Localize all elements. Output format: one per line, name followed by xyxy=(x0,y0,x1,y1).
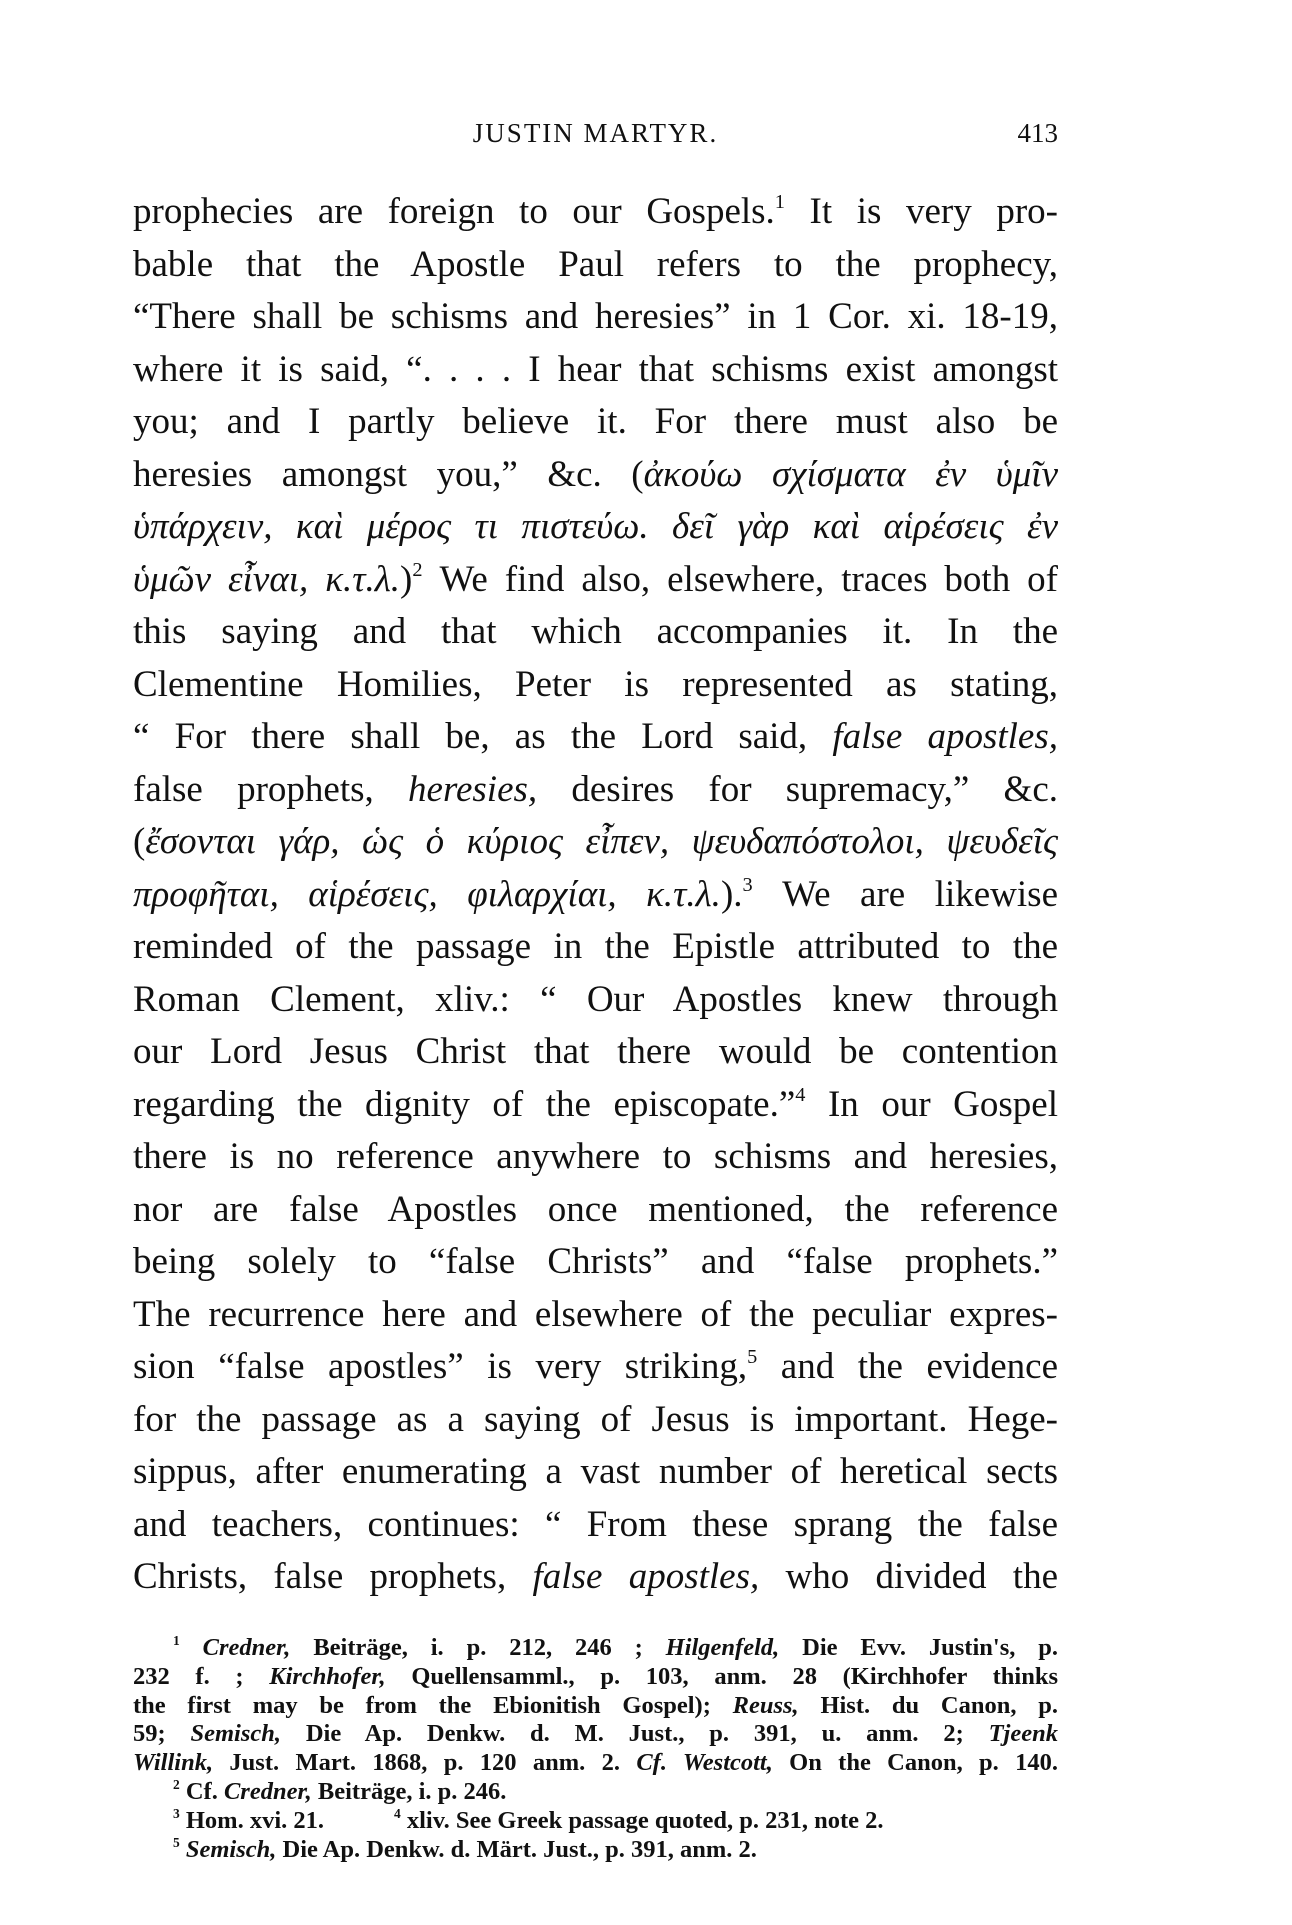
italic-text: ἀκούω σχίσματα ἐν ὑμῖν xyxy=(643,453,1058,495)
text-run: being solely to “false Christs” and “false prophets.” xyxy=(133,1241,1058,1282)
italic-text: Kirchhofer, xyxy=(269,1662,386,1690)
text-run: and the evidence xyxy=(757,1346,1059,1387)
text-line xyxy=(133,764,1058,817)
italic-text: ἔσονται γάρ, ὡς ὁ κύριος εἶπεν, ψευδαπόστολοι, ψευδεῖς xyxy=(145,821,1058,862)
text-run: sion “false apostles” is very striking, xyxy=(133,1346,748,1387)
text-line xyxy=(133,449,1058,502)
text-run: ) xyxy=(400,558,413,600)
footnote-marker: 5 xyxy=(747,1345,758,1368)
text-line xyxy=(133,1499,1058,1552)
text-line xyxy=(133,921,1058,974)
text-run: Quellensamml., p. 103, anm. 28 (Kirchhofer thinks xyxy=(385,1662,1058,1690)
italic-text: Credner, xyxy=(223,1777,312,1805)
text-line xyxy=(133,1131,1058,1184)
text-run: bable that the Apostle Paul refers to the prophecy, xyxy=(133,243,1058,285)
text-line xyxy=(133,396,1058,449)
footnote-line xyxy=(133,1749,1058,1778)
text-run: “There shall be schisms and heresies” in 1 Cor. xi. 18-19, xyxy=(133,296,1058,337)
footnotes xyxy=(133,1634,1058,1864)
text-run: sippus, after enumerating a vast number of heretical sects xyxy=(133,1451,1058,1492)
footnote-line xyxy=(133,1807,1058,1836)
text-run: Hom. xvi. 21. xyxy=(179,1806,325,1834)
italic-text: προφῆται, αἱρέσεις, φιλαρχίαι, κ.τ.λ. xyxy=(133,873,721,915)
text-line xyxy=(133,291,1058,344)
text-run: The recurrence here and elsewhere of the peculiar expres- xyxy=(133,1293,1058,1335)
text-line xyxy=(133,711,1058,764)
text-line xyxy=(133,659,1058,712)
text-run: prophecies are foreign to our Gospels. xyxy=(133,191,775,232)
footnote-marker: 3 xyxy=(742,873,753,896)
text-run: this saying and that which accompanies it. In the xyxy=(133,611,1058,652)
text-run: We find also, elsewhere, traces both of xyxy=(422,558,1058,600)
text-run: Hist. du Canon, p. xyxy=(798,1691,1058,1719)
text-run: ( xyxy=(133,821,146,862)
italic-text: heresies, xyxy=(408,768,538,810)
text-line xyxy=(133,1551,1058,1604)
text-run: you; and I partly believe it. For there must also be xyxy=(133,401,1058,442)
text-run: desires for supremacy,” &c. xyxy=(537,768,1058,810)
text-line xyxy=(133,869,1058,922)
text-run: xliv. See Greek passage quoted, p. 231, note 2. xyxy=(400,1806,884,1834)
text-line xyxy=(133,1026,1058,1079)
text-run xyxy=(180,1634,203,1661)
footnote-line xyxy=(133,1663,1058,1692)
text-line xyxy=(133,1079,1058,1132)
body-text xyxy=(133,186,1058,1604)
text-run: Just. Mart. 1868, p. 120 anm. 2. xyxy=(213,1749,637,1777)
footnote-line xyxy=(133,1720,1058,1749)
text-line xyxy=(133,1341,1058,1394)
italic-text: false apostles, xyxy=(832,716,1058,757)
text-run: false prophets, xyxy=(133,768,409,810)
italic-text: Willink, xyxy=(133,1749,214,1777)
text-run: Beiträge, i. p. 246. xyxy=(311,1777,507,1805)
text-run: We are likewise xyxy=(752,873,1058,915)
text-line xyxy=(133,1184,1058,1237)
text-line xyxy=(133,816,1058,869)
text-line xyxy=(133,1394,1058,1447)
text-line xyxy=(133,554,1058,607)
footnote-line xyxy=(133,1836,1058,1865)
text-run: 59; xyxy=(133,1720,191,1748)
footnote-marker: 3 xyxy=(173,1805,180,1821)
text-run: “ For there shall be, as the Lord said, xyxy=(133,716,833,757)
text-run: nor are false Apostles once mentioned, the reference xyxy=(133,1188,1058,1230)
text-run: Roman Clement, xliv.: “ Our Apostles knew through xyxy=(133,978,1058,1020)
italic-text: Tjeenk xyxy=(988,1720,1058,1748)
text-run: where it is said, “. . . . I hear that schisms exist amongst xyxy=(133,348,1058,390)
text-line xyxy=(133,974,1058,1027)
footnote-line xyxy=(133,1634,1058,1663)
text-run: Christs, false prophets, xyxy=(133,1556,533,1597)
running-title: JUSTIN MARTYR. xyxy=(472,118,719,148)
text-run: there is no reference anywhere to schisms and heresies, xyxy=(133,1136,1058,1177)
footnote-line xyxy=(133,1778,1058,1807)
page-number: 413 xyxy=(1017,118,1058,148)
text-run: the first may be from the Ebionitish Gospel); xyxy=(133,1691,733,1719)
italic-text: Semisch, xyxy=(185,1835,277,1863)
italic-text: Hilgenfeld, xyxy=(665,1634,780,1661)
text-run: and teachers, continues: “ From these sprang the false xyxy=(133,1503,1058,1545)
text-run: heresies amongst you,” &c. ( xyxy=(133,453,644,495)
italic-text: ὑπάρχειν, καὶ μέρος τι πιστεύω. δεῖ γὰρ καὶ αἱρέσεις ἐν xyxy=(133,506,1058,547)
text-run: Beiträge, i. p. 212, 246 ; xyxy=(290,1634,666,1661)
text-run: for the passage as a saying of Jesus is important. Hege- xyxy=(133,1398,1058,1440)
text-line xyxy=(133,239,1058,292)
text-run: Cf. xyxy=(179,1777,224,1805)
footnote-marker: 4 xyxy=(795,1083,806,1106)
text-run: reminded of the passage in the Epistle attributed to the xyxy=(133,926,1058,967)
italic-text: Cf. Westcott, xyxy=(636,1749,773,1777)
text-run: Die Evv. Justin's, p. xyxy=(779,1634,1058,1661)
text-run: who divided the xyxy=(759,1556,1059,1597)
running-header xyxy=(133,118,1058,158)
footnote-marker: 1 xyxy=(173,1632,180,1648)
text-run: Clementine Homilies, Peter is represented as stating, xyxy=(133,663,1058,705)
text-line xyxy=(133,1236,1058,1289)
text-run: 232 f. ; xyxy=(133,1662,270,1690)
footnote-marker: 2 xyxy=(173,1776,180,1792)
footnote-marker: 5 xyxy=(173,1834,180,1850)
text-line xyxy=(133,606,1058,659)
footnote-marker: 2 xyxy=(412,558,423,581)
italic-text: Semisch, xyxy=(190,1720,282,1748)
text-run: It is very pro- xyxy=(784,191,1058,232)
text-run: On the Canon, p. 140. xyxy=(772,1749,1058,1777)
italic-text: false apostles, xyxy=(532,1556,760,1597)
text-line xyxy=(133,344,1058,397)
text-line xyxy=(133,1289,1058,1342)
text-line xyxy=(133,186,1058,239)
text-run: ). xyxy=(720,873,743,915)
footnote-marker: 4 xyxy=(394,1805,401,1821)
text-run: regarding the dignity of the episcopate.” xyxy=(133,1083,796,1125)
footnote-line xyxy=(133,1692,1058,1721)
footnote-marker: 1 xyxy=(774,190,785,213)
italic-text: ὑμῶν εἶναι, κ.τ.λ. xyxy=(133,558,400,600)
italic-text: Credner, xyxy=(202,1634,291,1661)
text-run: our Lord Jesus Christ that there would be contention xyxy=(133,1031,1058,1072)
text-line xyxy=(133,501,1058,554)
text-run: Die Ap. Denkw. d. Märt. Just., p. 391, anm. 2. xyxy=(276,1835,757,1863)
text-run: Die Ap. Denkw. d. M. Just., p. 391, u. anm. 2; xyxy=(281,1720,989,1748)
text-run: In our Gospel xyxy=(805,1083,1058,1125)
italic-text: Reuss, xyxy=(732,1691,799,1719)
text-line xyxy=(133,1446,1058,1499)
